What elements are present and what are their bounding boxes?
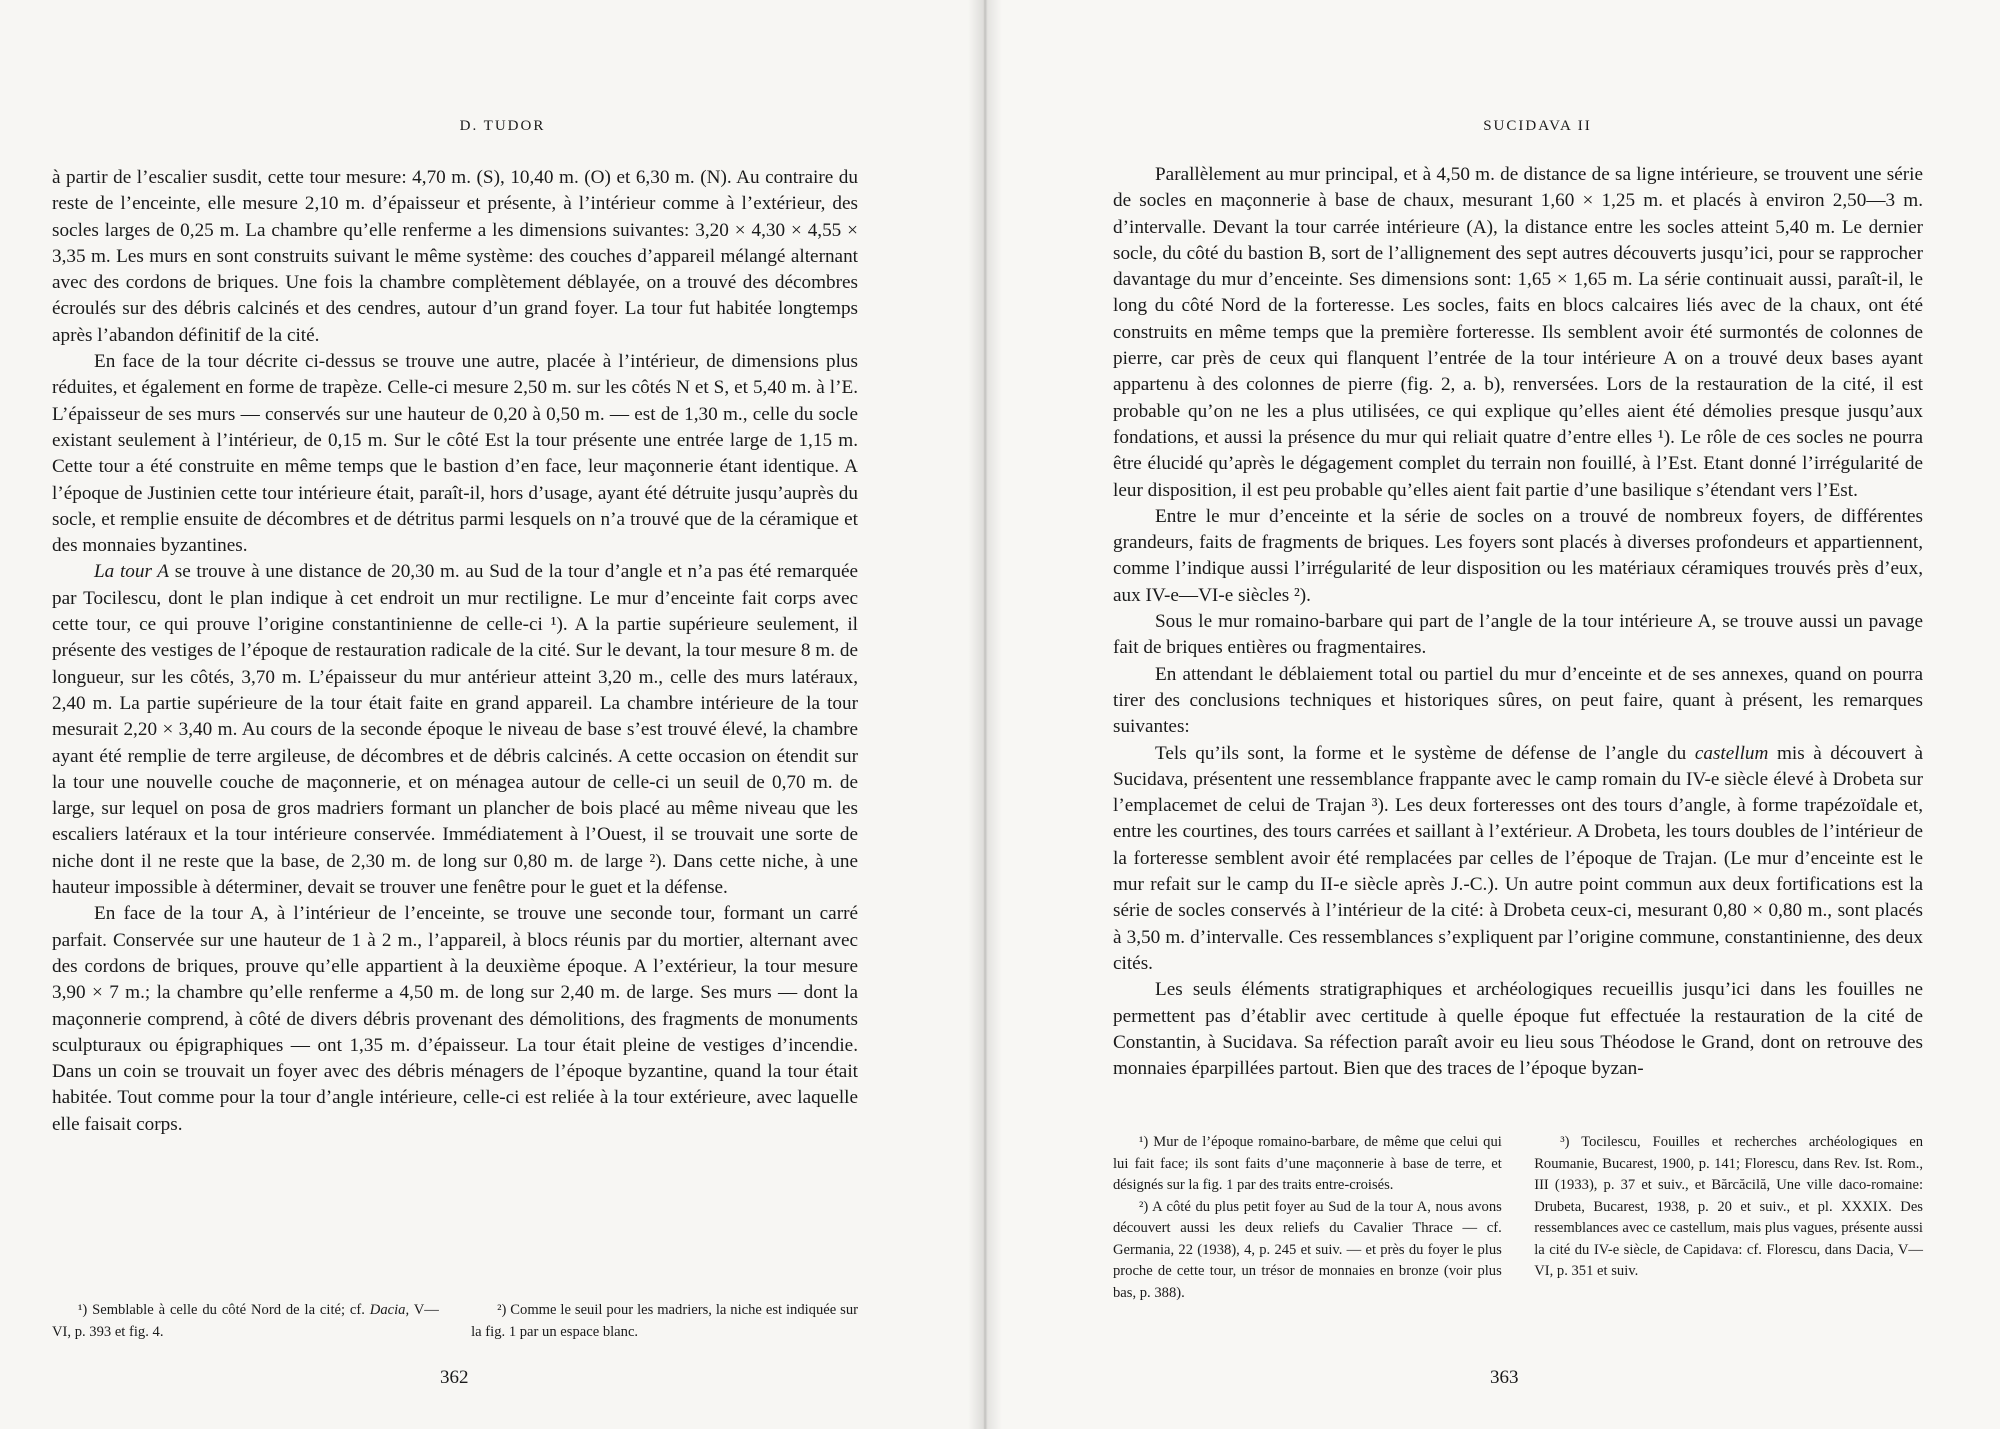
footnote-column <box>1534 1132 1923 1304</box>
paragraph: Les seuls éléments stratigraphiques et archéologiques recueillis jusqu’ici dans les fouilles ne permettent pas d’établir avec certitude à quelle époque fut effectuée la restauration de la cité de Constantin, à Sucidava. Sa réfection paraît avoir eu lieu sous Théodose le Grand, dont on retrouve des monnaies éparpillées partout. Bien que des traces de l’époque byzan- <box>1113 979 1923 1080</box>
paragraph: Sous le mur romaino-barbare qui part de l’angle de la tour intérieure A, se trouve aussi un pavage fait de briques entières ou fragmentaires. <box>1113 611 1923 659</box>
paragraph <box>1113 741 1923 978</box>
paragraph-text: mis à découvert à Sucidava, présentent une ressemblance frappante avec le camp romain du IV-e siècle élevé à Drobeta sur l’emplacemet de celui de Trajan ³). Les deux forteresses ont des tours d’angle, à forme trapézoïdale et, entre les courtines, des tours carrées et saillant à l’extérieur. A Drobeta, les tours doubles de l’intérieur de la forteresse semblent avoir été remplacées par celles de l’époque de Trajan. (Le mur d’enceinte est le mur refait sur le camp du II-e siècle après J.-C.). Un autre point commun aux deux fortifications est la série de socles conservés à l’intérieur de la cité: à Drobeta ceux-ci, mesurant 0,80 × 0,80 m., sont placés à 3,50 m. d’intervalle. Ces ressemblances s’expliquent par l’origine commune, constantinienne, des deux cités. <box>1113 742 1923 974</box>
footnote: ³) Tocilescu, Fouilles et recherches archéologiques en Roumanie, Bucarest, 1900, p. 141; Florescu, dans Rev. Ist. Rom., III (1933), p. 37 et suiv., et Bărcăcilă, Une ville daco-romaine: Drubeta, Bucarest, 1938, p. 20 et suiv., et pl. XXXIX. Des ressemblances avec ce castellum, mais plus vagues, présente aussi la cité du IV-e siècle, de Capidava: cf. Florescu, dans Dacia, V—VI, p. 351 et suiv. <box>1534 1134 1923 1279</box>
footnote-text: ¹) Semblable à celle du côté Nord de la cité; cf. <box>78 1302 370 1318</box>
left-page <box>0 0 985 1429</box>
footnote-italic: Dacia, <box>369 1302 410 1318</box>
paragraph: Parallèlement au mur principal, et à 4,50 m. de distance de sa ligne intérieure, se trouvent une série de socles en maçonnerie à base de chaux, mesurant 1,60 × 1,25 m. et placés à environ 2,50—3 m. d’intervalle. Devant la tour carrée intérieure (A), la distance entre les socles atteint 5,40 m. Le dernier socle, du côté du bastion B, sort de l’allignement des sept autres découverts jusqu’ici, pour se rapprocher davantage du mur d’enceinte. Ses dimensions sont: 1,65 × 1,65 m. La série continuait aussi, paraît-il, le long du côté Nord de la forteresse. Les socles, faits en blocs calcaires liés avec de la chaux, ont été construits en même temps que la première forteresse. Ils semblent avoir été surmontés de colonnes de pierre, car près de ceux qui flanquent l’entrée de la tour intérieure A on a trouvé deux bases ayant appartenu à des colonnes de pierre (fig. 2, a. b), renversées. Lors de la restauration de la cité, il est probable qu’on ne les a plus utilisées, ce qui explique qu’elles aient été démolies presque jusqu’aux fondations, et aussi la présence du mur qui reliait quatre d’entre elles ¹). Le rôle de ces socles ne pourra être élucidé qu’après le dégagement complet du terrain non fouillé, à l’Est. Etant donné l’irrégularité de leur disposition, il est peu probable qu’elles aient fait partie d’une basilique s’étendant vers l’Est. <box>1113 164 1923 501</box>
footnote: ²) Comme le seuil pour les madriers, la niche est indiquée sur la fig. 1 par un espace blanc. <box>471 1302 858 1340</box>
paragraph: En face de la tour décrite ci-dessus se trouve une autre, placée à l’intérieur, de dimensions plus réduites, et également en forme de trapèze. Celle-ci mesure 2,50 m. sur les côtés N et S, et 5,40 m. à l’E. L’épaisseur de ses murs — conservés sur une hauteur de 0,20 à 0,50 m. — est de 1,30 m., celle du socle existant seulement à l’intérieur, de 0,15 m. Sur le côté Est la tour présente une entrée large de 1,15 m. Cette tour a été construite en même temps que le bastion d’en face, leur maçonnerie étant identique. A l’époque de Justinien cette tour intérieure était, paraît-il, hors d’usage, ayant été détruite jusqu’auprès du socle, et remplie ensuite de décombres et de détritus parmi lesquels on n’a trouvé que de la céramique et des monnaies byzantines. <box>52 351 858 557</box>
right-footnotes <box>1113 1132 1923 1304</box>
footnote-column <box>471 1300 858 1343</box>
footnote <box>52 1300 439 1343</box>
book-gutter-shadow <box>968 0 1002 1429</box>
italic-lead: La tour A <box>94 561 170 583</box>
running-head-right: SUCIDAVA II <box>1483 118 1592 134</box>
paragraph: Entre le mur d’enceinte et la série de socles on a trouvé de nombreux foyers, de différentes grandeurs, faits de fragments de briques. Les foyers sont placés à diverses profondeurs et appartiennent, comme l’indique aussi l’irrégularité de leur disposition ou les matériaux céramiques trouvés près d’eux, aux IV-e—VI-e siècles ²). <box>1113 505 1923 606</box>
paragraph: à partir de l’escalier susdit, cette tour mesure: 4,70 m. (S), 10,40 m. (O) et 6,30 m. (N). Au contraire du reste de l’enceinte, elle mesure 2,10 m. d’épaisseur et présente, à l’intérieur comme à l’extérieur, des socles larges de 0,25 m. La chambre qu’elle renferme a les dimensions suivantes: 3,20 × 4,30 × 4,55 × 3,35 m. Les murs en sont construits suivant le même système: des couches d’appareil mélangé alternant avec des cordons de briques. Une fois la chambre complètement déblayée, on a trouvé des décombres écroulés sur des débris calcinés et des cendres, autour d’un grand foyer. La tour fut habitée longtemps après l’abandon définitif de la cité. <box>52 167 858 346</box>
left-body-text <box>52 165 858 1138</box>
footnote-column <box>1113 1132 1502 1304</box>
paragraph-text: se trouve à une distance de 20,30 m. au Sud de la tour d’angle et n’a pas été remarquée par Tocilescu, dont le plan indique à cet endroit un mur rectiligne. Le mur d’enceinte fait corps avec cette tour, ce qui prouve l’origine constantinienne de celle-ci ¹). A la partie supérieure seulement, il présente des vestiges de l’époque de restauration radicale de la cité. Sur le devant, la tour mesure 8 m. de longueur, sur les côtés, 3,70 m. L’épaisseur du mur antérieur atteint 3,20 m., celle des murs latéraux, 2,40 m. La partie supérieure de la tour était faite en grand appareil. La chambre intérieure de la tour mesurait 2,20 × 3,40 m. Au cours de la seconde époque le niveau de base s’est trouvé élevé, la chambre ayant été remplie de terre argileuse, de décombres et de débris calcinés. A cette occasion on étendit sur la tour une nouvelle couche de maçonnerie, et on ménagea autour de celle-ci un seuil de 0,70 m. de large, sur lequel on posa de gros madriers formant un plancher de bois placé au même niveau que les escaliers latéraux et la tour intérieure conservée. Immédiatement à l’Ouest, il se trouvait une sorte de niche dont il ne reste que la base, de 2,30 m. de long sur 0,80 m. de large ²). Dans cette niche, à une hauteur impossible à déterminer, devait se trouver une fenêtre pour le guet et la défense. <box>52 561 859 899</box>
footnote: ²) A côté du plus petit foyer au Sud de la tour A, nous avons découvert aussi les deux reliefs du Cavalier Thrace — cf. Germania, 22 (1938), 4, p. 245 et suiv. — et près du foyer le plus proche de cette tour, un trésor de monnaies en bronze (voir plus bas, p. 388). <box>1113 1198 1502 1301</box>
right-body-text <box>1113 162 1923 1082</box>
footnote-column <box>52 1300 439 1343</box>
running-head-left: D. TUDOR <box>459 118 546 134</box>
paragraph-text: Tels qu’ils sont, la forme et le système de défense de l’angle du <box>1155 742 1695 764</box>
paragraph: En attendant le déblaiement total ou partiel du mur d’enceinte et de ses annexes, quand on pourra tirer des conclusions techniques et historiques sûres, on peut faire, quant à présent, les remarques suivantes: <box>1113 663 1923 738</box>
italic-term: castellum <box>1694 742 1769 764</box>
paragraph: En face de la tour A, à l’intérieur de l’enceinte, se trouve une seconde tour, formant un carré parfait. Conservée sur une hauteur de 1 à 2 m., l’appareil, à blocs réunis par du mortier, alternant avec des cordons de briques, prouve qu’elle appartient à la deuxième époque. A l’extérieur, la tour mesure 3,90 × 7 m.; la chambre qu’elle renferme a 4,50 m. de long sur 2,40 m. de large. Ses murs — dont la maçonnerie comprend, à côté de divers débris provenant des démolitions, des fragments de monuments sculpturaux ou épigraphiques — ont 1,35 m. d’épaisseur. La tour était pleine de vestiges d’incendie. Dans un coin se trouvait un foyer avec des débris ménagers de l’époque byzantine, quand la tour était habitée. Tout comme pour la tour d’angle intérieure, celle-ci est reliée à la tour extérieure, avec laquelle elle faisait corps. <box>52 903 858 1135</box>
right-page <box>985 0 2000 1429</box>
footnote: ¹) Mur de l’époque romaino-barbare, de même que celui qui lui fait face; ils sont faits d’une maçonnerie à base de terre, et désignés sur la fig. 1 par des traits entre-croisés. <box>1113 1134 1502 1193</box>
page-number-left: 362 <box>440 1367 469 1388</box>
footnote-text: V—VI, p. 393 et fig. 4. <box>52 1302 439 1340</box>
left-footnotes <box>52 1300 858 1343</box>
paragraph <box>52 559 858 901</box>
page-number-right: 363 <box>1490 1367 1519 1388</box>
